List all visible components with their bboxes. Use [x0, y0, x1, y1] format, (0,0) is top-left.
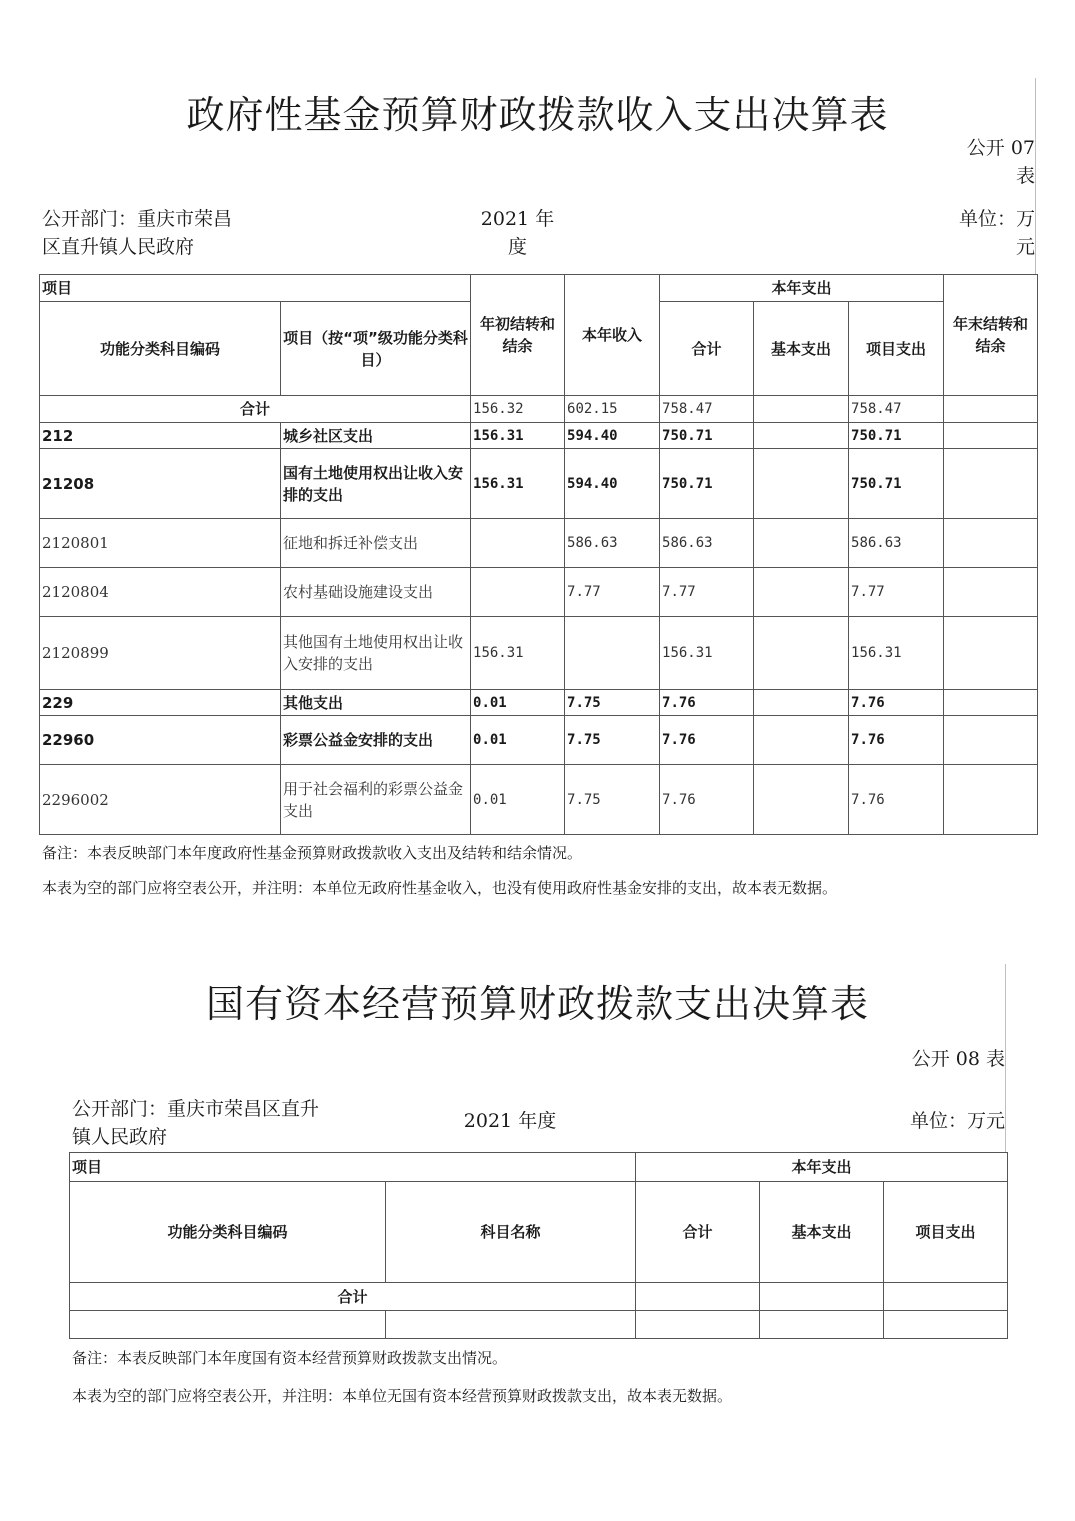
row-begin: 156.31: [471, 449, 565, 519]
row-project: 586.63: [849, 519, 944, 568]
row-project: 7.76: [849, 690, 944, 716]
row-income: 7.75: [565, 690, 660, 716]
row-basic: [754, 690, 849, 716]
row-total: 7.76: [660, 690, 754, 716]
table8: [69, 1152, 1008, 1339]
total-basic: [760, 1283, 884, 1311]
row-name: [386, 1311, 636, 1339]
row-name: 其他支出: [281, 690, 471, 716]
header-subject-name: 科目名称: [386, 1182, 636, 1283]
row-code: 2120801: [40, 519, 281, 568]
row-total: 7.76: [660, 765, 754, 835]
row-income: 586.63: [565, 519, 660, 568]
total-project: [884, 1283, 1008, 1311]
table7-dept-label: 公开部门：重庆市荣昌区直升镇人民政府: [42, 208, 233, 258]
table-row: [40, 716, 1038, 765]
row-end: [944, 617, 1038, 690]
table-row: [40, 423, 1038, 449]
row-project: 7.76: [849, 716, 944, 765]
row-name: 用于社会福利的彩票公益金支出: [281, 765, 471, 835]
table7-year-label: 2021 年度: [480, 208, 555, 258]
table-row: [40, 449, 1038, 519]
row-code: 229: [40, 690, 281, 716]
row-project: 7.76: [849, 765, 944, 835]
row-income: 7.75: [565, 716, 660, 765]
header-begin-balance: 年初结转和结余: [471, 275, 565, 396]
row-begin: [471, 519, 565, 568]
row-total: 7.76: [660, 716, 754, 765]
total-begin: 156.32: [471, 396, 565, 423]
header-income: 本年收入: [565, 275, 660, 396]
row-income: [565, 617, 660, 690]
row-project: 750.71: [849, 449, 944, 519]
table-row: [40, 690, 1038, 716]
row-name: 国有土地使用权出让收入安排的支出: [281, 449, 471, 519]
row-name: 城乡社区支出: [281, 423, 471, 449]
row-end: [944, 423, 1038, 449]
total-total: [636, 1283, 760, 1311]
total-project: 758.47: [849, 396, 944, 423]
table8-dept-label: 公开部门：重庆市荣昌区直升镇人民政府: [72, 1098, 320, 1148]
table8-code-label: 公开 08 表: [911, 1048, 1005, 1070]
row-basic: [754, 716, 849, 765]
table7-note2: 本表为空的部门应将空表公开，并注明：本单位无政府性基金收入，也没有使用政府性基金安排的支出，故本表无数据。: [42, 879, 838, 897]
total-income: 602.15: [565, 396, 660, 423]
row-project: [884, 1311, 1008, 1339]
row-basic: [754, 519, 849, 568]
table7-title: 政府性基金预算财政拨款收入支出决算表: [186, 93, 889, 137]
row-total: 586.63: [660, 519, 754, 568]
row-income: 7.75: [565, 765, 660, 835]
row-total: 750.71: [660, 423, 754, 449]
row-end: [944, 568, 1038, 617]
header-end-balance: 年末结转和结余: [944, 275, 1038, 396]
header-project: 项目支出: [849, 302, 944, 396]
header-expense-group: 本年支出: [660, 275, 944, 302]
header-item: 项目: [70, 1153, 636, 1182]
row-project: 156.31: [849, 617, 944, 690]
row-project: 750.71: [849, 423, 944, 449]
row-basic: [760, 1311, 884, 1339]
header-item: 项目: [40, 275, 471, 302]
row-name: 彩票公益金安排的支出: [281, 716, 471, 765]
row-name: 其他国有土地使用权出让收入安排的支出: [281, 617, 471, 690]
table-row: [70, 1311, 1008, 1339]
row-total: 750.71: [660, 449, 754, 519]
total-label: 合计: [40, 396, 471, 423]
table8-title: 国有资本经营预算财政拨款支出决算表: [205, 982, 869, 1026]
row-basic: [754, 617, 849, 690]
table8-unit-label: 单位：万元: [909, 1110, 1005, 1132]
row-name: 征地和拆迁补偿支出: [281, 519, 471, 568]
header-total: 合计: [660, 302, 754, 396]
row-end: [944, 449, 1038, 519]
row-total: 156.31: [660, 617, 754, 690]
row-code: 212: [40, 423, 281, 449]
row-code: 22960: [40, 716, 281, 765]
header-basic: 基本支出: [760, 1182, 884, 1283]
row-begin: 156.31: [471, 423, 565, 449]
total-end: [944, 396, 1038, 423]
row-begin: 0.01: [471, 765, 565, 835]
row-name: 农村基础设施建设支出: [281, 568, 471, 617]
total-basic: [754, 396, 849, 423]
header-basic: 基本支出: [754, 302, 849, 396]
row-end: [944, 716, 1038, 765]
table-row: [40, 617, 1038, 690]
table7-code-label: 公开 07 表: [966, 137, 1035, 187]
row-code: 2120804: [40, 568, 281, 617]
table7-unit-label: 单位：万元: [958, 208, 1035, 258]
row-total: [636, 1311, 760, 1339]
row-begin: 156.31: [471, 617, 565, 690]
row-code: [70, 1311, 386, 1339]
total-row: [40, 396, 1038, 423]
row-income: 594.40: [565, 423, 660, 449]
row-basic: [754, 568, 849, 617]
table7-note1: 备注：本表反映部门本年度政府性基金预算财政拨款收入支出及结转和结余情况。: [42, 844, 583, 862]
row-project: 7.77: [849, 568, 944, 617]
table-row: [40, 568, 1038, 617]
row-end: [944, 690, 1038, 716]
header-expense-group: 本年支出: [636, 1153, 1008, 1182]
table8-year-label: 2021 年度: [463, 1110, 557, 1132]
table-row: [40, 765, 1038, 835]
row-code: 2296002: [40, 765, 281, 835]
row-end: [944, 519, 1038, 568]
total-row: [70, 1283, 1008, 1311]
table-row: [40, 519, 1038, 568]
row-end: [944, 765, 1038, 835]
table8-note1: 备注：本表反映部门本年度国有资本经营预算财政拨款支出情况。: [72, 1349, 508, 1367]
row-begin: 0.01: [471, 716, 565, 765]
row-total: 7.77: [660, 568, 754, 617]
row-basic: [754, 423, 849, 449]
table7: [39, 274, 1038, 835]
row-income: 594.40: [565, 449, 660, 519]
table8-note2: 本表为空的部门应将空表公开，并注明：本单位无国有资本经营预算财政拨款支出，故本表无数据。: [72, 1387, 733, 1405]
row-begin: [471, 568, 565, 617]
header-project: 项目支出: [884, 1182, 1008, 1283]
header-func-code: 功能分类科目编码: [40, 302, 281, 396]
total-total: 758.47: [660, 396, 754, 423]
row-code: 2120899: [40, 617, 281, 690]
header-func-code: 功能分类科目编码: [70, 1182, 386, 1283]
header-func-name: 项目（按“项”级功能分类科目）: [281, 302, 471, 396]
row-code: 21208: [40, 449, 281, 519]
total-label: 合计: [70, 1283, 636, 1311]
header-total: 合计: [636, 1182, 760, 1283]
row-income: 7.77: [565, 568, 660, 617]
row-begin: 0.01: [471, 690, 565, 716]
row-basic: [754, 449, 849, 519]
row-basic: [754, 765, 849, 835]
